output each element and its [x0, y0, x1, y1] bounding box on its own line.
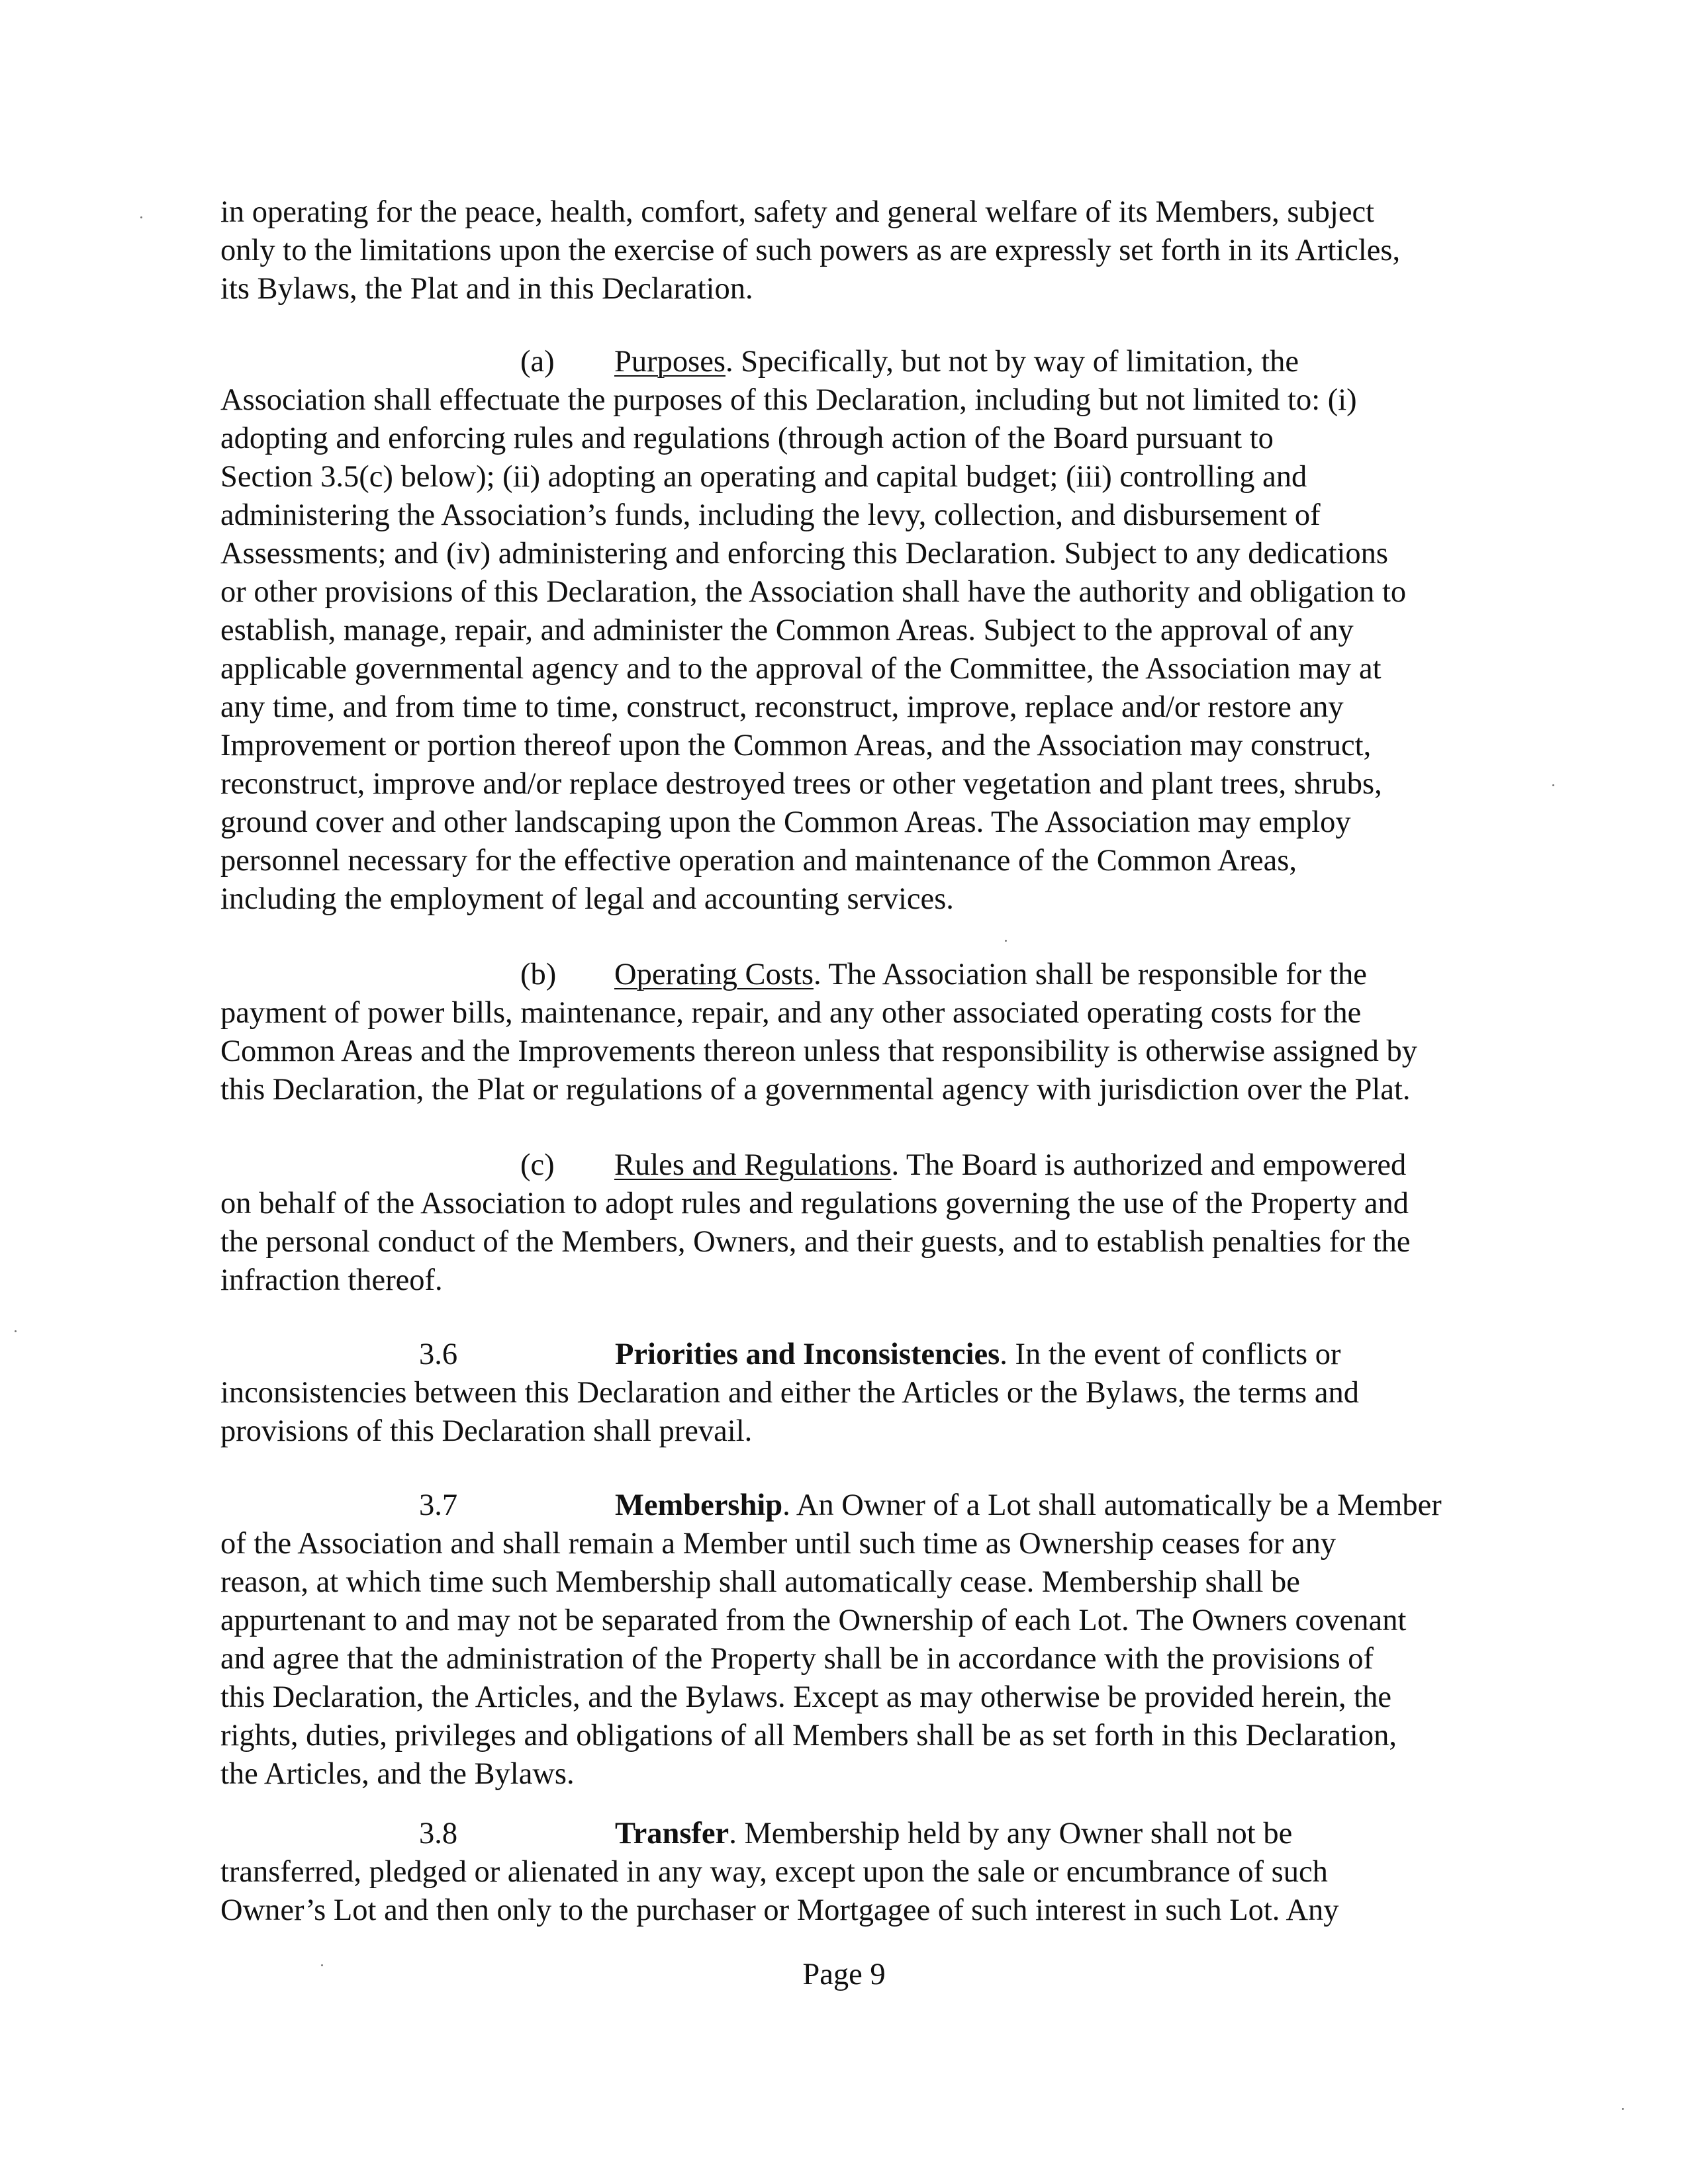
text-line: in operating for the peace, health, comfort, safety and general welfare of its Members, subject [220, 195, 1375, 229]
section-heading: Transfer [615, 1817, 729, 1850]
section-number: 3.8 [419, 1817, 458, 1850]
scan-speck [140, 216, 142, 218]
subsection-first-line [220, 1146, 1531, 1185]
section-heading: Membership [615, 1488, 783, 1522]
text-line: Section 3.5(c) below); (ii) adopting an operating and capital budget; (iii) controlling and [220, 460, 1307, 494]
section-first-line-rest: . Membership held by any Owner shall not be [729, 1817, 1293, 1850]
text-line: on behalf of the Association to adopt rules and regulations governing the use of the Property and [220, 1187, 1409, 1220]
text-line: personnel necessary for the effective operation and maintenance of the Common Areas, [220, 844, 1297, 878]
text-line: and agree that the administration of the Property shall be in accordance with the provisions of [220, 1642, 1374, 1676]
text-line: this Declaration, the Plat or regulations of a governmental agency with jurisdiction over the Plat. [220, 1073, 1411, 1107]
subsection-heading: Rules and Regulations [614, 1148, 892, 1182]
subsection-a [220, 343, 1531, 919]
text-line: provisions of this Declaration shall prevail. [220, 1414, 753, 1448]
text-line: applicable governmental agency and to the approval of the Committee, the Association may at [220, 652, 1382, 686]
text-line: reconstruct, improve and/or replace destroyed trees or other vegetation and plant trees, shrubs, [220, 767, 1382, 801]
section-number: 3.7 [419, 1488, 458, 1522]
page-number: Page 9 [802, 1958, 886, 1991]
text-line: Improvement or portion thereof upon the Common Areas, and the Association may construct, [220, 729, 1372, 762]
subsection-first-line [220, 956, 1531, 994]
scan-speck [1005, 940, 1007, 942]
text-line: reason, at which time such Membership shall automatically cease. Membership shall be [220, 1565, 1300, 1599]
section-first-line-rest: . In the event of conflicts or [1000, 1338, 1341, 1371]
text-line: only to the limitations upon the exercise of such powers as are expressly set forth in its Articles, [220, 234, 1401, 267]
text-line: rights, duties, privileges and obligations of all Members shall be as set forth in this Declaration, [220, 1719, 1397, 1752]
text-line: the Articles, and the Bylaws. [220, 1757, 575, 1791]
subsection-label: (a) [520, 345, 555, 379]
text-line: adopting and enforcing rules and regulations (through action of the Board pursuant to [220, 422, 1274, 455]
text-line: or other provisions of this Declaration, the Association shall have the authority and obligation to [220, 575, 1407, 609]
subsection-first-line-rest: . The Board is authorized and empowered [891, 1148, 1407, 1182]
subsection-c [220, 1146, 1531, 1300]
text-line: Assessments; and (iv) administering and enforcing this Declaration. Subject to any dedications [220, 537, 1389, 570]
section-3-6 [220, 1336, 1531, 1451]
section-3-8 [220, 1815, 1531, 1930]
subsection-label: (c) [520, 1148, 555, 1182]
section-number: 3.6 [419, 1338, 458, 1371]
text-line: inconsistencies between this Declaration and either the Articles or the Bylaws, the terms and [220, 1376, 1359, 1410]
text-line: this Declaration, the Articles, and the Bylaws. Except as may otherwise be provided herein, the [220, 1680, 1392, 1714]
section-first-line [220, 1336, 1531, 1374]
scan-speck [1552, 784, 1554, 786]
section-first-line [220, 1486, 1531, 1525]
text-line: Association shall effectuate the purposes of this Declaration, including but not limited to: (i) [220, 383, 1357, 417]
text-line: transferred, pledged or alienated in any way, except upon the sale or encumbrance of such [220, 1855, 1328, 1889]
section-first-line-rest: . An Owner of a Lot shall automatically be a Member [782, 1488, 1442, 1522]
subsection-heading: Operating Costs [614, 958, 814, 991]
subsection-label: (b) [520, 958, 557, 991]
subsection-b [220, 956, 1531, 1109]
intro-paragraph [220, 193, 1531, 308]
text-line: its Bylaws, the Plat and in this Declaration. [220, 272, 753, 306]
subsection-heading: Purposes [614, 345, 726, 379]
subsection-first-line-rest: . The Association shall be responsible for the [813, 958, 1367, 991]
section-3-7 [220, 1486, 1531, 1794]
section-heading: Priorities and Inconsistencies [615, 1338, 1000, 1371]
text-line: payment of power bills, maintenance, repair, and any other associated operating costs for the [220, 996, 1362, 1030]
scan-speck [1622, 2108, 1624, 2110]
subsection-first-line-rest: . Specifically, but not by way of limitation, the [725, 345, 1299, 379]
text-line: infraction thereof. [220, 1263, 443, 1297]
text-line: Common Areas and the Improvements thereon unless that responsibility is otherwise assigned by [220, 1034, 1418, 1068]
text-line: administering the Association’s funds, including the levy, collection, and disbursement of [220, 498, 1321, 532]
scan-speck [321, 1964, 323, 1966]
scan-speck [15, 1330, 17, 1332]
text-line: the personal conduct of the Members, Owners, and their guests, and to establish penalties for the [220, 1225, 1411, 1259]
text-line: Owner’s Lot and then only to the purchaser or Mortgagee of such interest in such Lot. Any [220, 1893, 1339, 1927]
text-line: appurtenant to and may not be separated from the Ownership of each Lot. The Owners covenant [220, 1604, 1407, 1637]
text-line: establish, manage, repair, and administer the Common Areas. Subject to the approval of any [220, 614, 1354, 647]
section-first-line [220, 1815, 1531, 1853]
text-line: including the employment of legal and accounting services. [220, 882, 954, 916]
text-line: ground cover and other landscaping upon the Common Areas. The Association may employ [220, 805, 1351, 839]
text-line: any time, and from time to time, construct, reconstruct, improve, replace and/or restore any [220, 690, 1344, 724]
text-line: of the Association and shall remain a Member until such time as Ownership ceases for any [220, 1527, 1336, 1561]
subsection-first-line [220, 343, 1531, 381]
